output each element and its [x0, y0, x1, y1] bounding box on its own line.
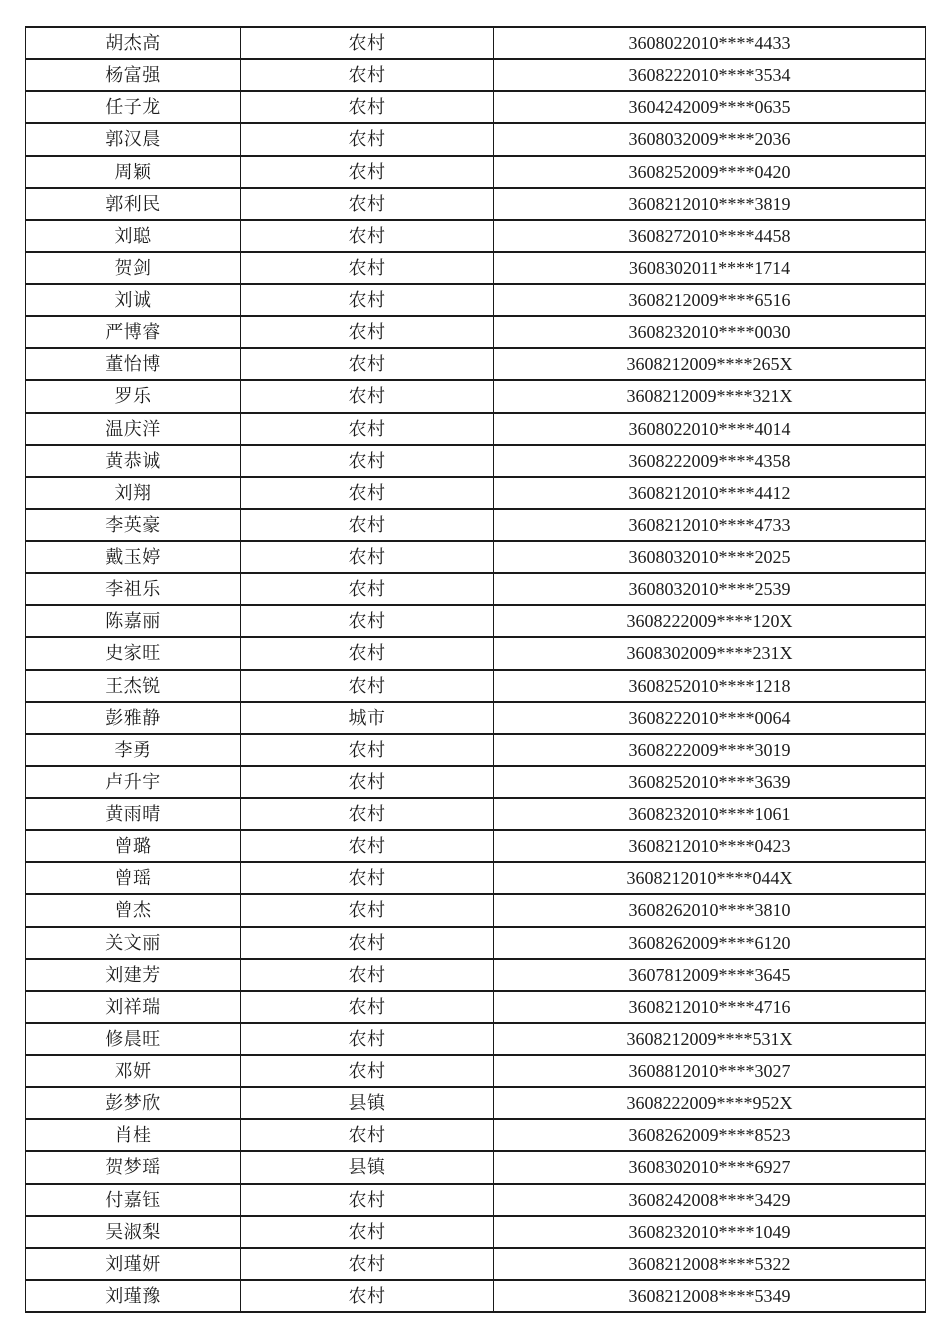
id-number-cell: 3608212008****5349 — [494, 1280, 926, 1312]
residence-type-cell: 农村 — [241, 1055, 494, 1087]
student-name-cell: 王杰锐 — [26, 670, 241, 702]
residence-type-cell: 农村 — [241, 670, 494, 702]
residence-type-cell: 农村 — [241, 573, 494, 605]
id-number-cell: 3608032010****2539 — [494, 573, 926, 605]
id-number-cell: 3608222010****3534 — [494, 59, 926, 91]
id-number-cell: 3608212010****4716 — [494, 991, 926, 1023]
student-name-cell: 李英豪 — [26, 509, 241, 541]
id-number-cell: 3608232010****1049 — [494, 1216, 926, 1248]
student-name-cell: 彭梦欣 — [26, 1087, 241, 1119]
residence-type-cell: 农村 — [241, 766, 494, 798]
student-name-cell: 曾璐 — [26, 830, 241, 862]
student-name-cell: 罗乐 — [26, 380, 241, 412]
student-roster-table — [25, 26, 926, 1313]
residence-type-cell: 农村 — [241, 59, 494, 91]
student-name-cell: 郭汉晨 — [26, 123, 241, 155]
residence-type-cell: 农村 — [241, 862, 494, 894]
residence-type-cell: 农村 — [241, 1216, 494, 1248]
residence-type-cell: 农村 — [241, 477, 494, 509]
table-row — [26, 573, 926, 605]
table-row — [26, 734, 926, 766]
student-name-cell: 李祖乐 — [26, 573, 241, 605]
id-number-cell: 3608212008****5322 — [494, 1248, 926, 1280]
table-row — [26, 798, 926, 830]
id-number-cell: 3608262009****8523 — [494, 1119, 926, 1151]
residence-type-cell: 农村 — [241, 1248, 494, 1280]
residence-type-cell: 农村 — [241, 348, 494, 380]
id-number-cell: 3608222010****0064 — [494, 702, 926, 734]
id-number-cell: 3608022010****4433 — [494, 27, 926, 59]
id-number-cell: 3608222009****4358 — [494, 445, 926, 477]
table-row — [26, 991, 926, 1023]
student-name-cell: 陈嘉丽 — [26, 605, 241, 637]
student-name-cell: 邓妍 — [26, 1055, 241, 1087]
table-row — [26, 59, 926, 91]
table-row — [26, 477, 926, 509]
table-row — [26, 123, 926, 155]
id-number-cell: 3604242009****0635 — [494, 91, 926, 123]
residence-type-cell: 农村 — [241, 1184, 494, 1216]
residence-type-cell: 农村 — [241, 637, 494, 669]
table-row — [26, 27, 926, 59]
table-row — [26, 1151, 926, 1183]
id-number-cell: 3608212009****531X — [494, 1023, 926, 1055]
table-row — [26, 1087, 926, 1119]
student-name-cell: 吴淑梨 — [26, 1216, 241, 1248]
roster-table-body — [26, 27, 926, 1312]
residence-type-cell: 农村 — [241, 509, 494, 541]
residence-type-cell: 农村 — [241, 445, 494, 477]
id-number-cell: 3608222009****3019 — [494, 734, 926, 766]
table-row — [26, 156, 926, 188]
table-row — [26, 348, 926, 380]
student-name-cell: 曾瑶 — [26, 862, 241, 894]
table-row — [26, 220, 926, 252]
student-name-cell: 任子龙 — [26, 91, 241, 123]
id-number-cell: 3608252009****0420 — [494, 156, 926, 188]
table-row — [26, 284, 926, 316]
student-name-cell: 卢升宇 — [26, 766, 241, 798]
student-name-cell: 刘祥瑞 — [26, 991, 241, 1023]
student-name-cell: 黄雨晴 — [26, 798, 241, 830]
id-number-cell: 3608212009****6516 — [494, 284, 926, 316]
id-number-cell: 3608242008****3429 — [494, 1184, 926, 1216]
student-name-cell: 郭利民 — [26, 188, 241, 220]
id-number-cell: 3608212010****4412 — [494, 477, 926, 509]
id-number-cell: 3608262009****6120 — [494, 927, 926, 959]
table-row — [26, 1280, 926, 1312]
student-name-cell: 戴玉婷 — [26, 541, 241, 573]
table-row — [26, 959, 926, 991]
id-number-cell: 3608252010****1218 — [494, 670, 926, 702]
residence-type-cell: 农村 — [241, 27, 494, 59]
table-row — [26, 380, 926, 412]
residence-type-cell: 农村 — [241, 1119, 494, 1151]
id-number-cell: 3608212010****3819 — [494, 188, 926, 220]
residence-type-cell: 农村 — [241, 1280, 494, 1312]
residence-type-cell: 农村 — [241, 734, 494, 766]
residence-type-cell: 农村 — [241, 894, 494, 926]
residence-type-cell: 农村 — [241, 605, 494, 637]
residence-type-cell: 农村 — [241, 541, 494, 573]
id-number-cell: 3608232010****1061 — [494, 798, 926, 830]
student-name-cell: 刘瑾妍 — [26, 1248, 241, 1280]
table-row — [26, 188, 926, 220]
table-row — [26, 91, 926, 123]
residence-type-cell: 农村 — [241, 284, 494, 316]
student-name-cell: 胡杰高 — [26, 27, 241, 59]
student-name-cell: 关文丽 — [26, 927, 241, 959]
residence-type-cell: 县镇 — [241, 1151, 494, 1183]
table-row — [26, 1184, 926, 1216]
table-row — [26, 445, 926, 477]
student-name-cell: 贺梦瑶 — [26, 1151, 241, 1183]
student-name-cell: 刘建芳 — [26, 959, 241, 991]
table-row — [26, 927, 926, 959]
table-row — [26, 1023, 926, 1055]
id-number-cell: 3607812009****3645 — [494, 959, 926, 991]
student-name-cell: 杨富强 — [26, 59, 241, 91]
id-number-cell: 3608022010****4014 — [494, 413, 926, 445]
residence-type-cell: 农村 — [241, 830, 494, 862]
table-row — [26, 605, 926, 637]
table-row — [26, 894, 926, 926]
id-number-cell: 3608212010****0423 — [494, 830, 926, 862]
residence-type-cell: 农村 — [241, 91, 494, 123]
id-number-cell: 3608212010****4733 — [494, 509, 926, 541]
residence-type-cell: 农村 — [241, 991, 494, 1023]
table-row — [26, 316, 926, 348]
table-row — [26, 1055, 926, 1087]
residence-type-cell: 农村 — [241, 1023, 494, 1055]
student-name-cell: 曾杰 — [26, 894, 241, 926]
id-number-cell: 3608222009****952X — [494, 1087, 926, 1119]
student-name-cell: 周颖 — [26, 156, 241, 188]
student-name-cell: 李勇 — [26, 734, 241, 766]
id-number-cell: 3608302010****6927 — [494, 1151, 926, 1183]
student-name-cell: 肖桂 — [26, 1119, 241, 1151]
residence-type-cell: 农村 — [241, 316, 494, 348]
residence-type-cell: 农村 — [241, 220, 494, 252]
student-name-cell: 严博睿 — [26, 316, 241, 348]
table-row — [26, 509, 926, 541]
residence-type-cell: 农村 — [241, 188, 494, 220]
residence-type-cell: 农村 — [241, 123, 494, 155]
id-number-cell: 3608302011****1714 — [494, 252, 926, 284]
student-name-cell: 刘聪 — [26, 220, 241, 252]
table-row — [26, 830, 926, 862]
student-name-cell: 彭雅静 — [26, 702, 241, 734]
residence-type-cell: 农村 — [241, 959, 494, 991]
student-name-cell: 温庆洋 — [26, 413, 241, 445]
id-number-cell: 3608272010****4458 — [494, 220, 926, 252]
student-name-cell: 修晨旺 — [26, 1023, 241, 1055]
table-row — [26, 862, 926, 894]
student-name-cell: 付嘉钰 — [26, 1184, 241, 1216]
table-row — [26, 1248, 926, 1280]
id-number-cell: 3608212009****265X — [494, 348, 926, 380]
id-number-cell: 3608212010****044X — [494, 862, 926, 894]
table-row — [26, 766, 926, 798]
student-name-cell: 刘瑾豫 — [26, 1280, 241, 1312]
residence-type-cell: 农村 — [241, 413, 494, 445]
student-name-cell: 刘翔 — [26, 477, 241, 509]
id-number-cell: 3608252010****3639 — [494, 766, 926, 798]
id-number-cell: 3608302009****231X — [494, 637, 926, 669]
table-row — [26, 637, 926, 669]
id-number-cell: 3608212009****321X — [494, 380, 926, 412]
residence-type-cell: 城市 — [241, 702, 494, 734]
residence-type-cell: 农村 — [241, 927, 494, 959]
table-row — [26, 670, 926, 702]
table-row — [26, 413, 926, 445]
table-row — [26, 252, 926, 284]
student-name-cell: 黄恭诚 — [26, 445, 241, 477]
residence-type-cell: 农村 — [241, 156, 494, 188]
id-number-cell: 3608232010****0030 — [494, 316, 926, 348]
residence-type-cell: 农村 — [241, 252, 494, 284]
student-name-cell: 董怡博 — [26, 348, 241, 380]
table-row — [26, 541, 926, 573]
table-row — [26, 702, 926, 734]
residence-type-cell: 县镇 — [241, 1087, 494, 1119]
id-number-cell: 3608032009****2036 — [494, 123, 926, 155]
student-name-cell: 贺剑 — [26, 252, 241, 284]
id-number-cell: 3608032010****2025 — [494, 541, 926, 573]
table-row — [26, 1119, 926, 1151]
student-name-cell: 刘诚 — [26, 284, 241, 316]
id-number-cell: 3608262010****3810 — [494, 894, 926, 926]
residence-type-cell: 农村 — [241, 798, 494, 830]
student-name-cell: 史家旺 — [26, 637, 241, 669]
id-number-cell: 3608812010****3027 — [494, 1055, 926, 1087]
id-number-cell: 3608222009****120X — [494, 605, 926, 637]
table-row — [26, 1216, 926, 1248]
residence-type-cell: 农村 — [241, 380, 494, 412]
